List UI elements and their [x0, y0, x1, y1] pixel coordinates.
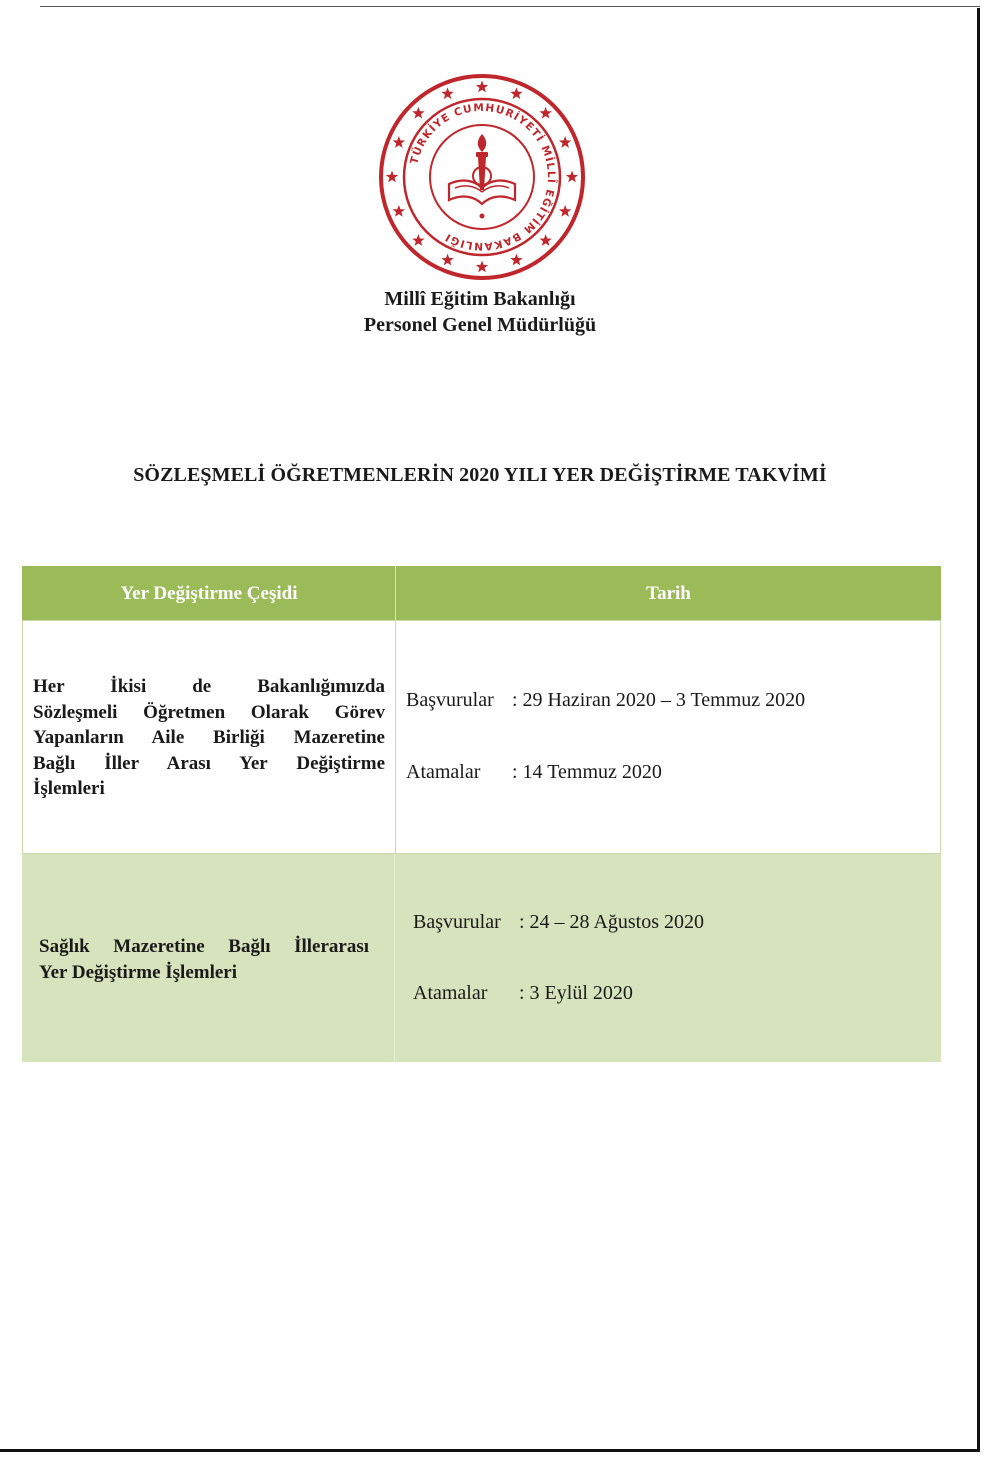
org-name-directorate: Personel Genel Müdürlüğü: [363, 314, 597, 336]
column-header-date: Tarih: [646, 583, 691, 604]
row1-type-line: İşlemleri: [33, 778, 105, 799]
star-icon: [566, 171, 578, 183]
star-icon: [559, 205, 571, 217]
date-label: Başvurular: [406, 689, 494, 711]
row1-type-line: Her İkisi de Bakanlığımızda: [33, 676, 385, 697]
ministry-seal-logo: [377, 72, 587, 282]
document-title: SÖZLEŞMELİ ÖĞRETMENLERİN 2020 YILI YER DEĞİŞTİRME TAKVİMİ: [133, 464, 827, 486]
star-icon: [510, 87, 522, 99]
row2-application-date: [413, 911, 704, 934]
date-label: Atamalar: [413, 982, 488, 1004]
star-icon: [441, 254, 453, 266]
column-divider: [394, 854, 395, 1062]
page-border-right: [977, 8, 980, 1451]
column-divider: [395, 620, 396, 854]
date-value: : 14 Temmuz 2020: [512, 761, 662, 783]
star-icon: [510, 254, 522, 266]
row2-assignment-date: [413, 982, 633, 1005]
row1-assignment-date: [406, 761, 662, 784]
star-icon: [393, 205, 405, 217]
page-border-top: [40, 6, 980, 7]
star-icon: [559, 136, 571, 148]
star-icon: [393, 136, 405, 148]
date-value: : 29 Haziran 2020 – 3 Temmuz 2020: [512, 689, 806, 711]
star-icon: [476, 261, 488, 273]
row2-type-line: Sağlık Mazeretine Bağlı İllerarası: [39, 936, 369, 957]
star-icon: [539, 234, 551, 246]
row1-type-line: Bağlı İller Arası Yer Değiştirme: [33, 752, 385, 774]
row1-type-cell: [33, 674, 385, 802]
date-value: : 3 Eylül 2020: [519, 982, 633, 1004]
row2-type-cell: [39, 934, 369, 985]
table-header-row: [22, 566, 941, 620]
star-icon: [539, 107, 551, 119]
row1-type-line: Sözleşmeli Öğretmen Olarak Görev: [33, 701, 385, 723]
page-border-bottom: [0, 1449, 980, 1452]
star-icon: [412, 107, 424, 119]
org-name-ministry: Millî Eğitim Bakanlığı: [384, 288, 576, 310]
row1-application-date: [406, 689, 805, 712]
column-header-type: Yer Değiştirme Çeşidi: [120, 583, 298, 604]
star-icon: [386, 171, 398, 183]
row2-type-line: Yer Değiştirme İşlemleri: [39, 961, 238, 983]
star-icon: [412, 234, 424, 246]
calendar-table: [22, 566, 941, 1062]
star-icon: [441, 87, 453, 99]
date-label: Atamalar: [406, 761, 481, 783]
row1-type-line: Yapanların Aile Birliği Mazeretine: [33, 727, 385, 748]
seal-ring-text: TÜRKİYE CUMHURİYETİ MİLLÎ EĞİTİM BAKANLIĞI: [408, 101, 558, 253]
date-label: Başvurular: [413, 911, 501, 933]
date-value: : 24 – 28 Ağustos 2020: [519, 911, 705, 933]
star-icon: [476, 81, 488, 93]
